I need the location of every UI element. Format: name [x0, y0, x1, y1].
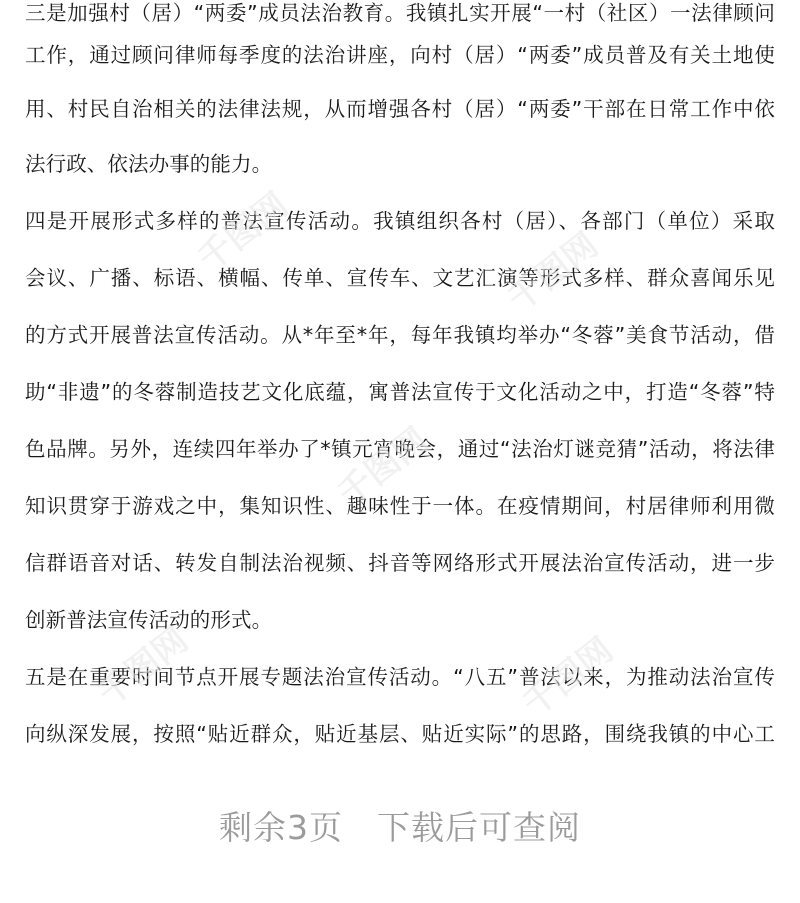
text-line: 色品牌。另外，连续四年举办了*镇元宵晚会，通过“法治灯谜竞猜”活动，将法律	[25, 437, 775, 461]
download-to-read-more-button[interactable]	[0, 806, 800, 850]
text-line: 信群语音对话、转发自制法治视频、抖音等网络形式开展法治宣传活动，进一步	[25, 551, 775, 575]
watermark: 千图网	[190, 185, 296, 280]
text-line: 三是加强村（居）“两委”成员法治教育。我镇扎实开展“一村（社区）一法律顾问	[25, 1, 775, 25]
text-line: 助“非遗”的冬蓉制造技艺文化底蕴，寓普法宣传于文化活动之中，打造“冬蓉”特	[25, 380, 775, 404]
watermark: 千图网	[500, 225, 606, 320]
text-line: 向纵深发展，按照“贴近群众，贴近基层、贴近实际”的思路，围绕我镇的中心工	[25, 722, 775, 746]
watermark: 千图网	[90, 620, 196, 715]
text-line: 四是开展形式多样的普法宣传活动。我镇组织各村（居）、各部门（单位）采取	[25, 209, 775, 233]
text-line: 五是在重要时间节点开展专题法治宣传活动。“八五”普法以来，为推动法治宣传	[25, 665, 775, 689]
watermark: 千图网	[515, 630, 621, 725]
text-line: 的方式开展普法宣传活动。从*年至*年，每年我镇均举办“冬蓉”美食节活动，借	[25, 323, 775, 347]
text-line: 法行政、依法办事的能力。	[25, 152, 273, 176]
watermark: 千图网	[330, 420, 436, 515]
text-line: 工作，通过顾问律师每季度的法治讲座，向村（居）“两委”成员普及有关土地使	[25, 43, 775, 67]
text-line: 知识贯穿于游戏之中，集知识性、趣味性于一体。在疫情期间，村居律师利用微	[25, 494, 775, 518]
text-line: 用、村民自治相关的法律法规，从而增强各村（居）“两委”干部在日常工作中依	[25, 97, 775, 121]
text-line: 会议、广播、标语、横幅、传单、宣传车、文艺汇演等形式多样、群众喜闻乐见	[25, 266, 775, 290]
text-line: 创新普法宣传活动的形式。	[25, 608, 273, 632]
remaining-pages-label: 剩余3页	[219, 808, 343, 847]
download-prompt-label: 下载后可查阅	[377, 808, 581, 847]
